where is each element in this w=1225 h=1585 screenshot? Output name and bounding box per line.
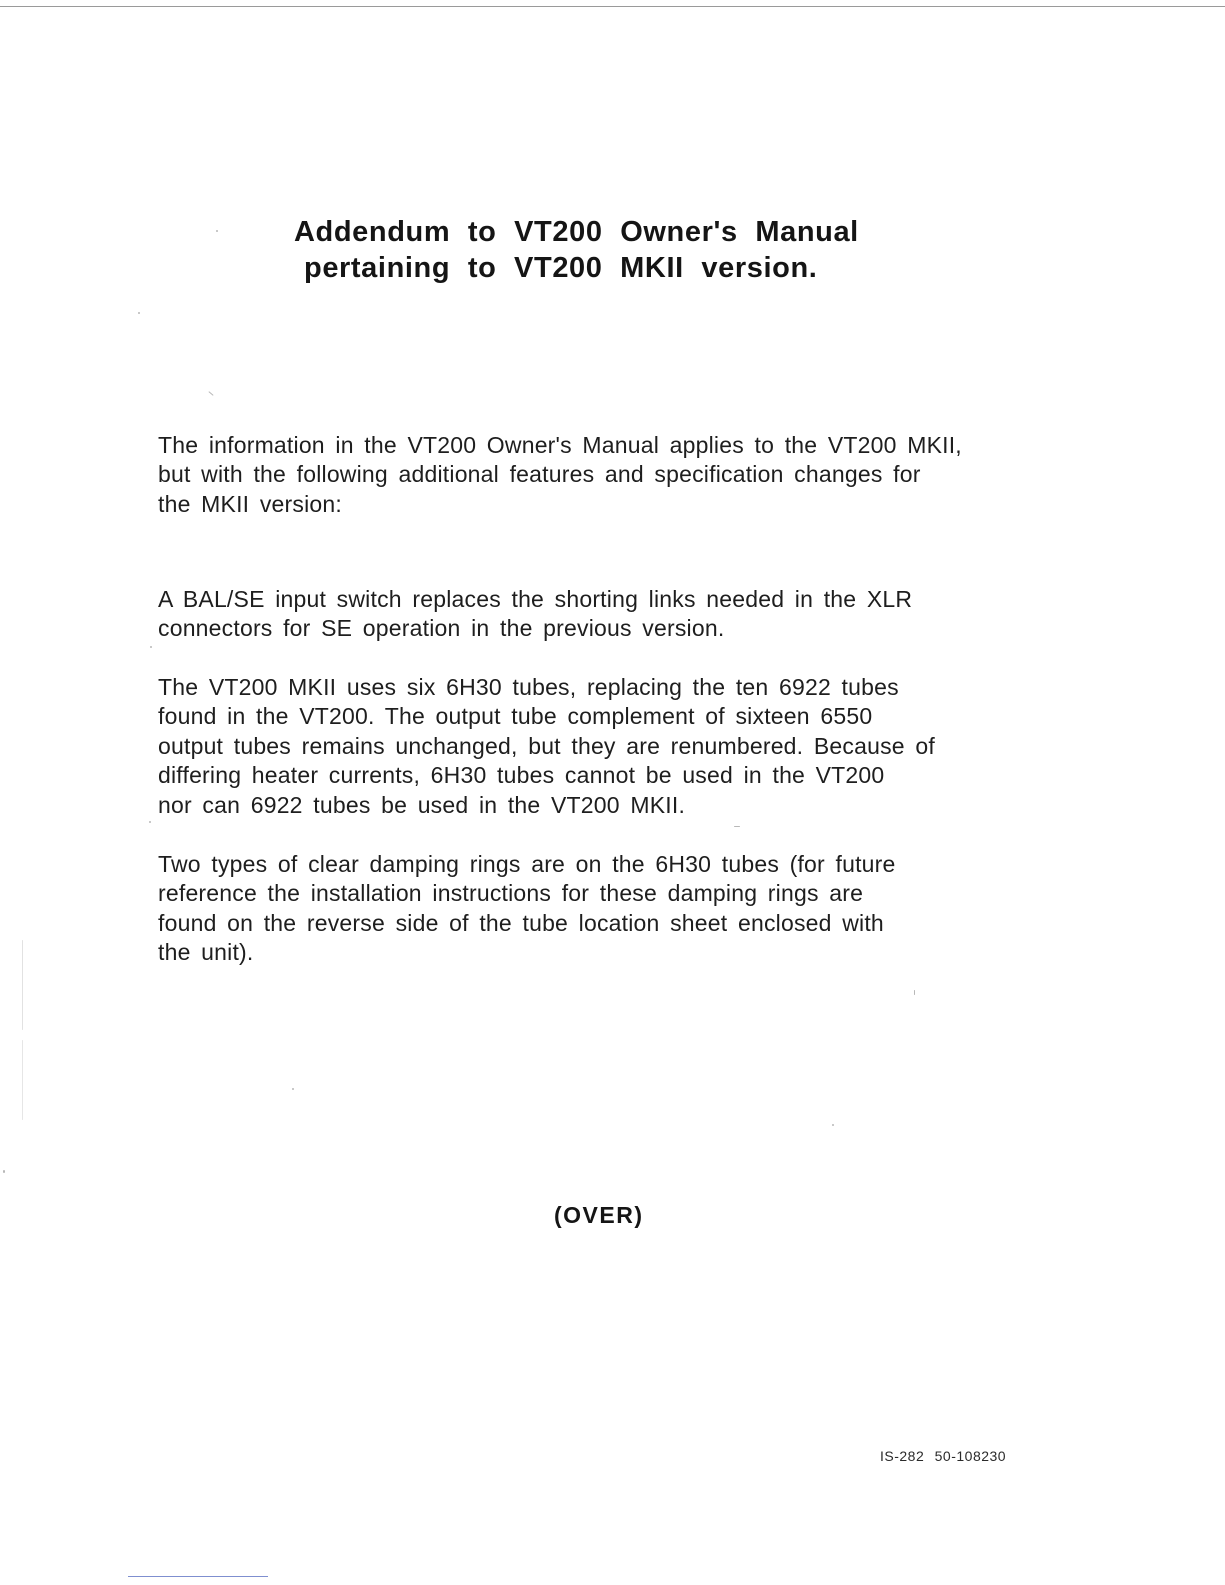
paragraph-line: reference the installation instructions for these damping rings are <box>158 880 864 907</box>
document-number: IS-282 50-108230 <box>880 1448 1007 1464</box>
paragraph-line: The VT200 MKII uses six 6H30 tubes, replacing the ten 6922 tubes <box>158 674 899 700</box>
document-title <box>0 214 1225 286</box>
title-line-1: Addendum to VT200 Owner's Manual <box>294 216 859 248</box>
scan-speck <box>150 646 152 648</box>
paragraph-line: found in the VT200. The output tube complement of sixteen 6550 <box>158 703 873 730</box>
paragraph-line: A BAL/SE input switch replaces the shorting links needed in the XLR <box>158 586 913 612</box>
over-label: (OVER) <box>554 1202 644 1228</box>
scan-speck <box>3 1170 5 1173</box>
damping-rings-paragraph <box>158 850 1058 968</box>
scan-speck <box>292 1088 294 1090</box>
title-line-2: pertaining to VT200 MKII version. <box>304 252 818 284</box>
scan-speck <box>149 821 151 823</box>
paragraph-line: but with the following additional features and specification changes for <box>158 461 921 488</box>
scan-speck <box>832 1124 834 1126</box>
paragraph-line: Two types of clear damping rings are on the 6H30 tubes (for future <box>158 851 896 877</box>
intro-paragraph <box>158 431 1058 519</box>
page-bottom-edge-line <box>128 1576 268 1577</box>
tube-change-paragraph <box>158 673 1058 820</box>
paragraph-line: output tubes remains unchanged, but they are renumbered. Because of <box>158 732 935 759</box>
scan-speck <box>208 391 213 396</box>
scan-speck <box>216 230 218 232</box>
paragraph-line: found on the reverse side of the tube location sheet enclosed with <box>158 909 884 936</box>
paragraph-line: connectors for SE operation in the previous version. <box>158 615 725 642</box>
scan-speck <box>22 940 23 1030</box>
paragraph-line: the unit). <box>158 939 254 966</box>
scan-speck <box>734 826 740 827</box>
scan-speck <box>914 990 915 995</box>
scan-speck <box>22 1040 23 1120</box>
paragraph-line: nor can 6922 tubes be used in the VT200 MKII. <box>158 791 686 818</box>
page-top-edge-line <box>0 6 1225 7</box>
paragraph-line: The information in the VT200 Owner's Manual applies to the VT200 MKII, <box>158 432 962 458</box>
bal-se-switch-paragraph <box>158 585 1058 644</box>
scan-speck <box>138 312 140 314</box>
paragraph-line: differing heater currents, 6H30 tubes cannot be used in the VT200 <box>158 762 885 789</box>
paragraph-line: the MKII version: <box>158 490 342 517</box>
